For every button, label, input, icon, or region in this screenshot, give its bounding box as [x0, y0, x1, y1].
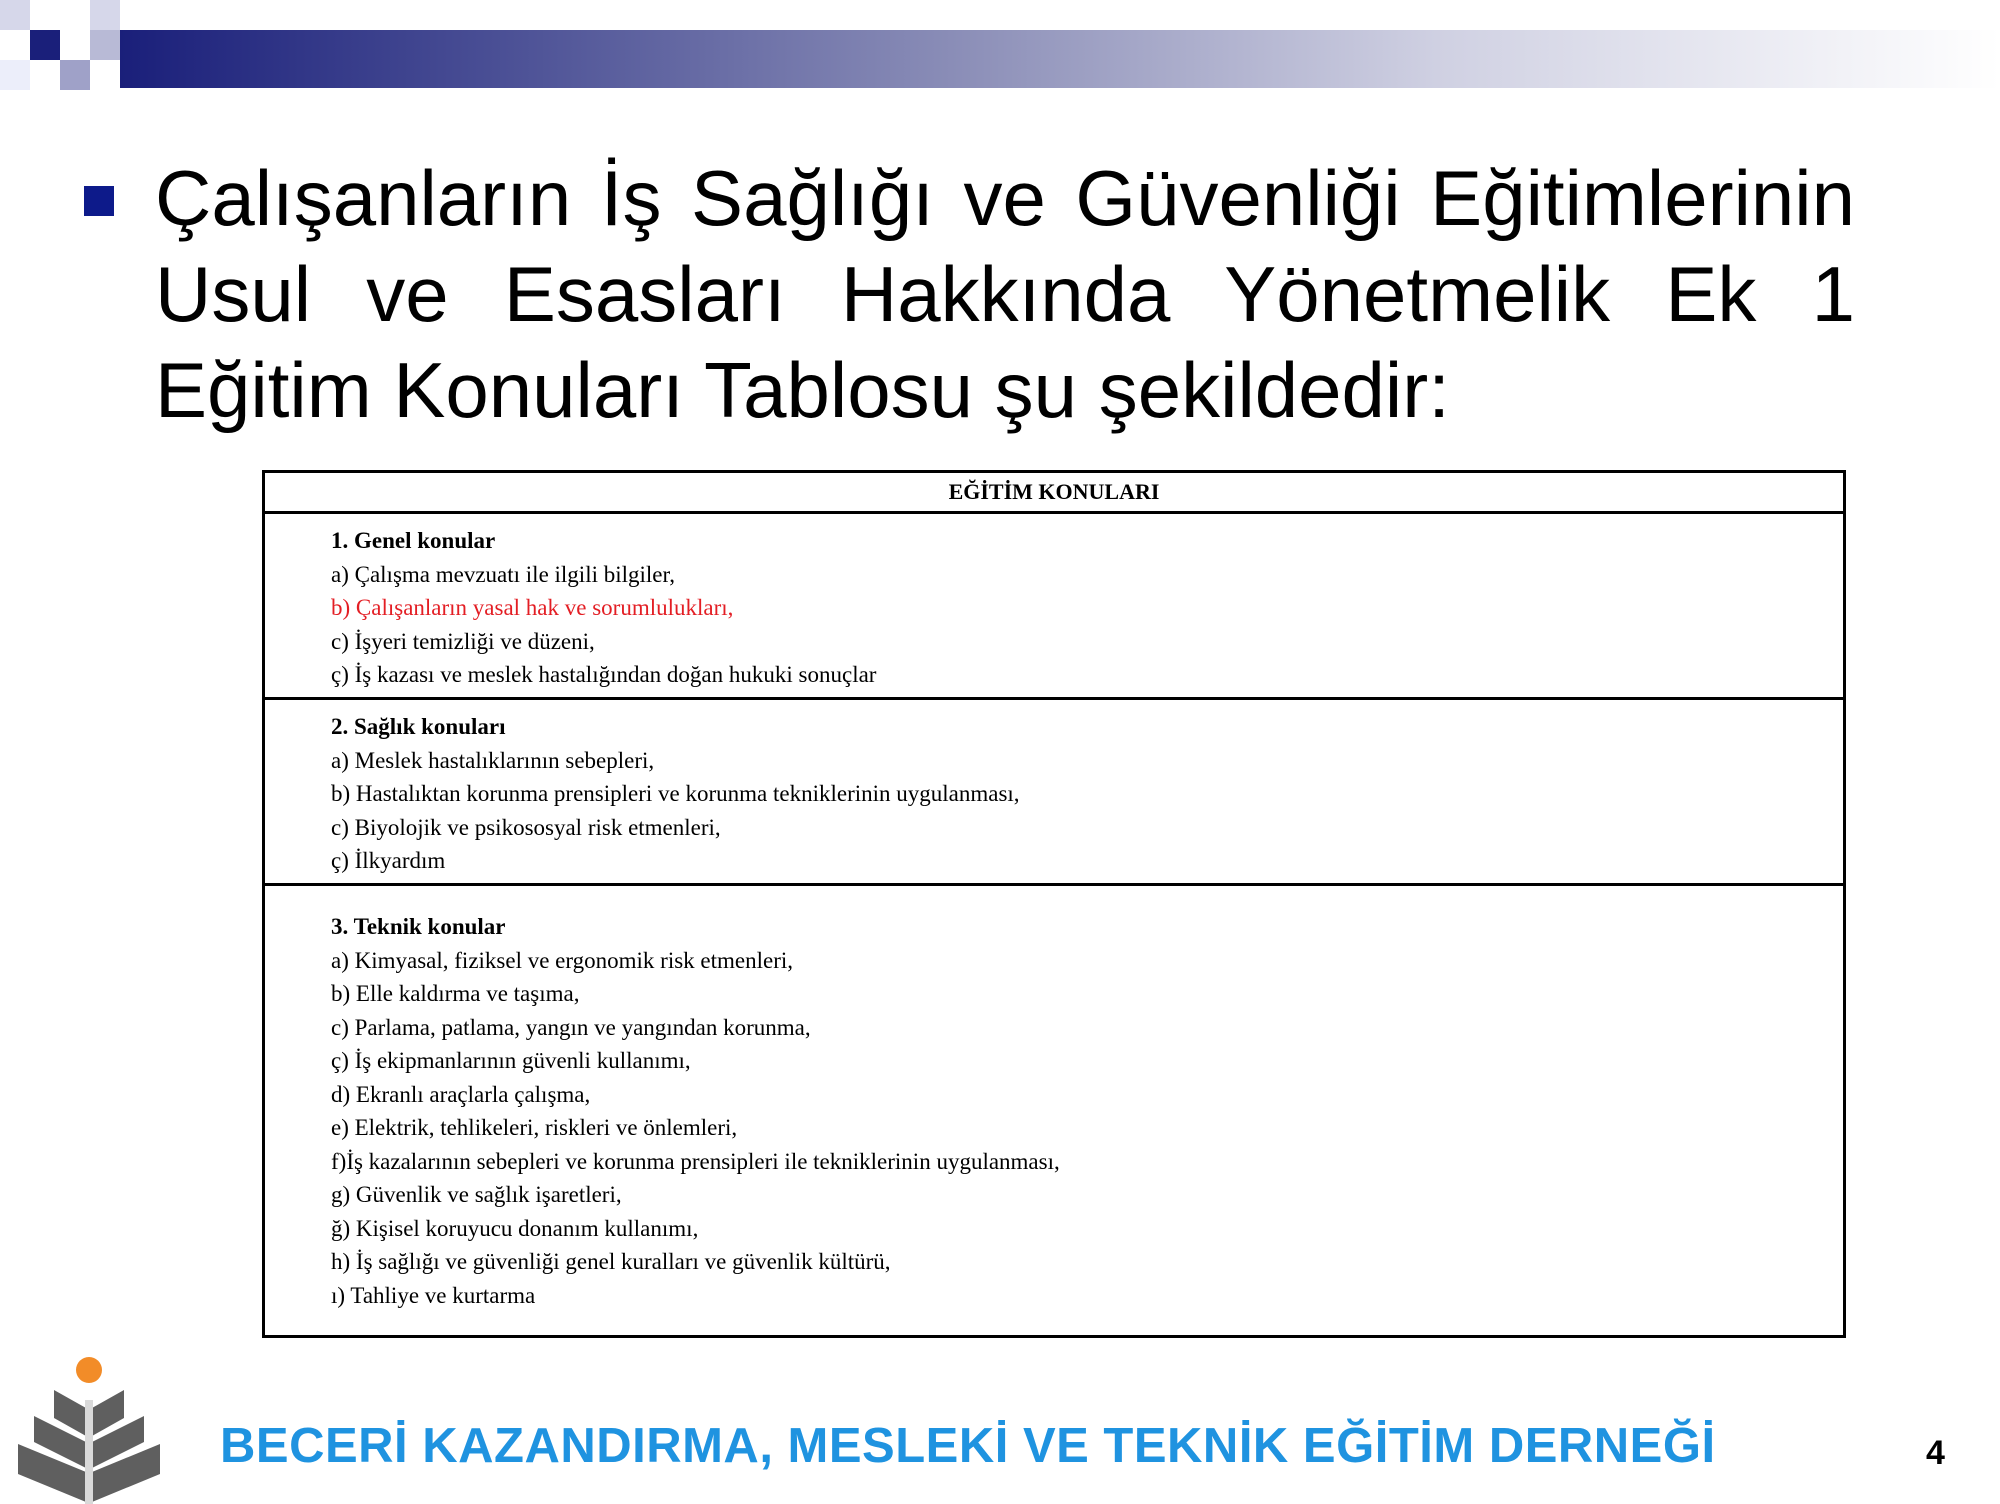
list-item: h) İş sağlığı ve güvenliği genel kuralları ve güvenlik kültürü, — [331, 1249, 891, 1274]
table-section-health — [265, 700, 1843, 886]
header-square — [90, 30, 120, 60]
title-line: Usul ve Esasları Hakkında Yönetmelik Ek 1 — [155, 250, 1855, 338]
header-square — [0, 60, 30, 90]
list-item: a) Çalışma mevzuatı ile ilgili bilgiler, — [331, 561, 675, 587]
list-item: e) Elektrik, tehlikeleri, riskleri ve önlemleri, — [331, 1115, 738, 1140]
list-item: ç) İş ekipmanlarının güvenli kullanımı, — [331, 1048, 691, 1073]
list-item: b) Hastalıktan korunma prensipleri ve korunma tekniklerinin uygulanması, — [331, 781, 1020, 806]
training-topics-table — [262, 470, 1846, 1338]
header-square — [90, 0, 120, 30]
list-item: a) Kimyasal, fiziksel ve ergonomik risk etmenleri, — [331, 947, 793, 973]
title-line: Eğitim Konuları Tablosu şu şekildedir: — [155, 346, 1450, 434]
list-item: f)İş kazalarının sebepleri ve korunma prensipleri ile tekniklerinin uygulanması, — [331, 1148, 1060, 1174]
list-item: c) İşyeri temizliği ve düzeni, — [331, 628, 595, 654]
list-item: c) Parlama, patlama, yangın ve yangından korunma, — [331, 1014, 811, 1040]
header-square — [60, 60, 90, 90]
section-title: 2. Sağlık konuları — [331, 714, 506, 739]
header-square — [30, 30, 60, 60]
list-item: ç) İş kazası ve meslek hastalığından doğan hukuki sonuçlar — [331, 662, 877, 687]
section-title: 1. Genel konular — [331, 528, 496, 553]
table-section-technical — [265, 886, 1843, 1338]
list-item: ğ) Kişisel koruyucu donanım kullanımı, — [331, 1215, 699, 1241]
header-square — [0, 0, 30, 30]
table-section-general — [265, 514, 1843, 700]
title-line: Çalışanların İş Sağlığı ve Güvenliği Eğitimlerinin — [155, 154, 1855, 242]
list-item: ç) İlkyardım — [331, 848, 446, 873]
page-number: 4 — [1926, 1434, 1945, 1472]
list-item: b) Elle kaldırma ve taşıma, — [331, 981, 580, 1006]
organization-logo-icon — [14, 1356, 166, 1504]
table-header: EĞİTİM KONULARI — [265, 473, 1843, 514]
list-item: ı) Tahliye ve kurtarma — [331, 1282, 536, 1308]
list-item: a) Meslek hastalıklarının sebepleri, — [331, 747, 655, 773]
header-gradient-band — [120, 30, 2000, 88]
section-title: 3. Teknik konular — [331, 914, 506, 939]
title-bullet-icon — [84, 186, 114, 216]
list-item: c) Biyolojik ve psikososyal risk etmenleri, — [331, 814, 721, 840]
organization-name: BECERİ KAZANDIRMA, MESLEKİ VE TEKNİK EĞİTİM DERNEĞİ — [220, 1419, 1716, 1473]
list-item: g) Güvenlik ve sağlık işaretleri, — [331, 1182, 622, 1207]
list-item: d) Ekranlı araçlarla çalışma, — [331, 1081, 591, 1107]
slide-title — [155, 150, 1855, 438]
list-item-highlighted: b) Çalışanların yasal hak ve sorumlulukları, — [331, 595, 734, 620]
